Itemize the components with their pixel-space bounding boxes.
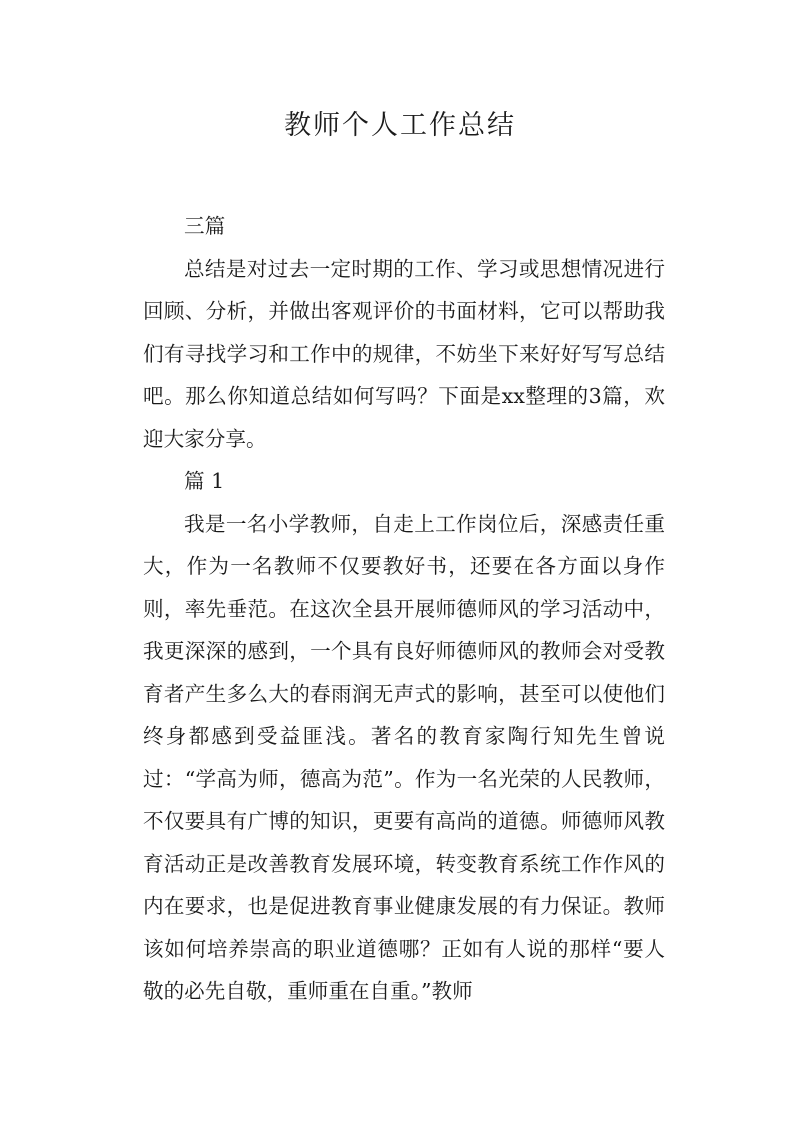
document-body	[143, 205, 665, 1013]
document-title: 教师个人工作总结	[284, 110, 516, 141]
section-1-label: 篇 1	[184, 469, 225, 493]
section-1-paragraph: 我是一名小学教师，自走上工作岗位后，深感责任重大，作为一名教师不仅要教好书，还要在各方面以身作则，率先垂范。在这次全县开展师德师风的学习活动中，我更深深的感到，一个具有良好师德师风的教师会对受教育者产生多么大的春雨润无声式的影响，甚至可以使他们终身都感到受益匪浅。著名的教育家陶行知先生曾说过：“学高为师，德高为范”。作为一名光荣的人民教师，不仅要具有广博的知识，更要有高尚的道德。师德师风教育活动正是改善教育发展环境，转变教育系统工作作风的内在要求，也是促进教育事业健康发展的有力保证。教师该如何培养崇高的职业道德哪？正如有人说的那样“要人敬的必先自敬，重师重在自重。”教师	[143, 511, 665, 1003]
document-subtitle: 三篇	[184, 214, 226, 238]
intro-paragraph: 总结是对过去一定时期的工作、学习或思想情况进行回顾、分析，并做出客观评价的书面材料，它可以帮助我们有寻找学习和工作中的规律，不妨坐下来好好写写总结吧。那么你知道总结如何写吗？下面是xx整理的3篇，欢迎大家分享。	[143, 256, 665, 451]
